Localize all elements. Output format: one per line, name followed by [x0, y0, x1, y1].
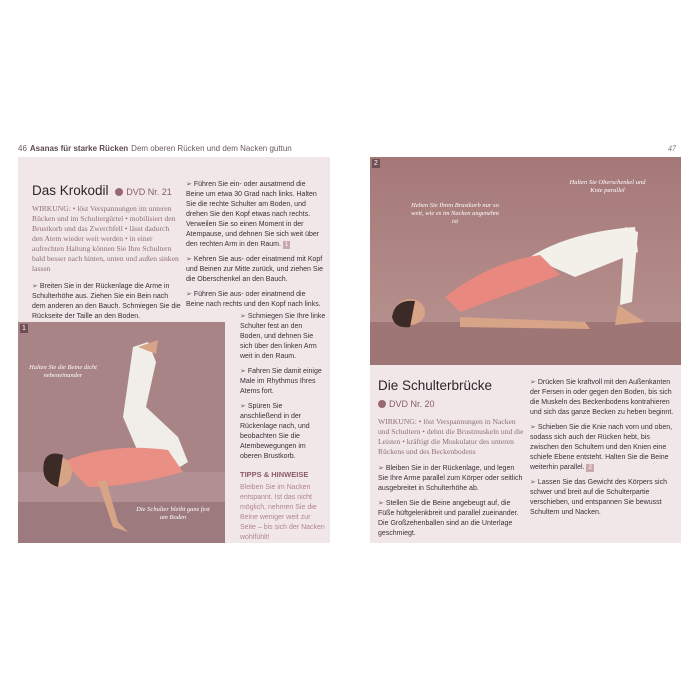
exercise-title: Die Schulterbrücke: [378, 378, 493, 393]
schulterbruecke-intro: [378, 378, 526, 544]
krokodil-steps-2: [240, 312, 326, 543]
photo-schulterbruecke: [370, 157, 681, 365]
step: ➢ Stellen Sie die Beine angebeugt auf, die Füße hüftgelenkbreit und parallel zueinander. Die Großzehenballen sind an die Unterlage geschmiegt.: [378, 499, 526, 539]
caption-knees: Halten Sie Oberschenkel und Knie parallel: [569, 179, 646, 194]
step: ➢ Drücken Sie kraftvoll mit den Außenkanten der Fersen in oder gegen den Boden, bis sich die Muskeln des Beckenbodens kontrahieren und sich das ganze Becken zu heben beginnt.: [530, 378, 675, 418]
dvd-label: DVD Nr. 20: [389, 399, 435, 409]
photo-ref-badge: 1: [284, 242, 289, 248]
dvd-icon: [115, 188, 123, 196]
step: ➢ Bleiben Sie in der Rückenlage, und legen Sie Ihre Arme parallel zum Körper oder seitlich ausgebreitet in Schulterhöhe ab.: [378, 464, 526, 494]
page-number-left: 46: [18, 144, 27, 153]
step: ➢ Breiten Sie in der Rückenlage die Arme in Schulterhöhe aus. Ziehen Sie ein Bein nach dem anderen an den Bauch. Schmiegen Sie die Rückseite der Taille an den Boden.: [32, 282, 182, 322]
caption-legs: Halten Sie die Beine dicht nebeneinander: [29, 364, 97, 379]
effect-text: WIRKUNG: • löst Verspannungen in Nacken und Schultern • dehnt die Brustmuskeln und die Leisten • kräftigt die Muskulatur des unteren Rückens und des Beckenbodens: [378, 417, 524, 456]
exercise-title: Das Krokodil DVD Nr. 21: [32, 183, 172, 198]
photo-ref-badge: 2: [588, 465, 592, 471]
step: ➢ Schmiegen Sie Ihre linke Schulter fest an den Boden, und dehnen Sie sich über den linken Arm weit in den Raum.: [240, 312, 326, 362]
schulterbruecke-steps: [530, 378, 675, 523]
photo-krokodil: [18, 322, 225, 543]
caption-chest: Heben Sie Ihren Brustkorb nur so weit, wie es im Nacken angenehm ist: [411, 202, 499, 225]
page-number-right: 47: [668, 144, 676, 153]
step: ➢ Führen Sie ein- oder ausatmend die Beine um etwa 30 Grad nach links. Halten Sie die rechte Schulter am Boden, und drehen Sie den Kopf etwas nach rechts. Verweilen Sie so einen Moment in der Atempause, und dehnen Sie sich weit über den rechten Arm in den Raum. 1: [186, 180, 324, 250]
step: ➢ Spüren Sie anschließend in der Rückenlage nach, und beobachten Sie die Atembewegungen im oberen Brustkorb.: [240, 402, 326, 462]
tips-text: Bleiben Sie im Nacken entspannt. Ist das nicht möglich, nehmen Sie die Beine weniger weit zur Seite – bis sich der Nacken wohlfühlt!: [240, 484, 325, 541]
step: ➢ Führen Sie aus- oder einatmend die Beine nach rechts und den Kopf nach links.: [186, 290, 324, 310]
section-subtitle: Dem oberen Rücken und dem Nacken guttun: [131, 144, 292, 153]
dvd-icon: [378, 400, 386, 408]
running-head: [18, 144, 292, 153]
photo-number: 1: [22, 325, 26, 332]
photo-number: 2: [374, 160, 378, 167]
step: ➢ Kehren Sie aus- oder einatmend mit Kopf und Beinen zur Mitte zurück, und ziehen Sie die Oberschenkel an den Bauch.: [186, 255, 324, 285]
effect-text: WIRKUNG: • löst Verspannungen im unteren Rücken und im Schultergürtel • mobilisiert den Brustkorb und das Zwerchfell • lässt dadurch den Atem wieder weit werden • in einer aufrechten Haltung können Sie Ihre Schultern bald besser nach hinten, unten und außen sinken lassen: [32, 204, 179, 273]
caption-shoulder: Die Schulter bleibt ganz fest am Boden: [136, 506, 210, 521]
step: ➢ Schieben Sie die Knie nach vorn und oben, sodass sich auch der Rücken hebt, bis zwischen den Schultern und den Knien eine schiefe Ebene entsteht. Halten Sie die Beine weiterhin parallel. 2: [530, 423, 675, 473]
step: ➢ Fahren Sie damit einige Male im Rhythmus Ihres Atems fort.: [240, 367, 326, 397]
krokodil-intro: [32, 183, 182, 327]
tips-heading: TIPPS & HINWEISE: [240, 470, 309, 479]
krokodil-steps: [186, 180, 324, 315]
dvd-label: DVD Nr. 21: [126, 187, 172, 197]
section-title: Asanas für starke Rücken: [29, 144, 129, 153]
step: ➢ Lassen Sie das Gewicht des Körpers sich schwer und breit auf die Schulterpartie verschieben, und entspannen Sie bewusst Schultern und Nacken.: [530, 478, 675, 518]
